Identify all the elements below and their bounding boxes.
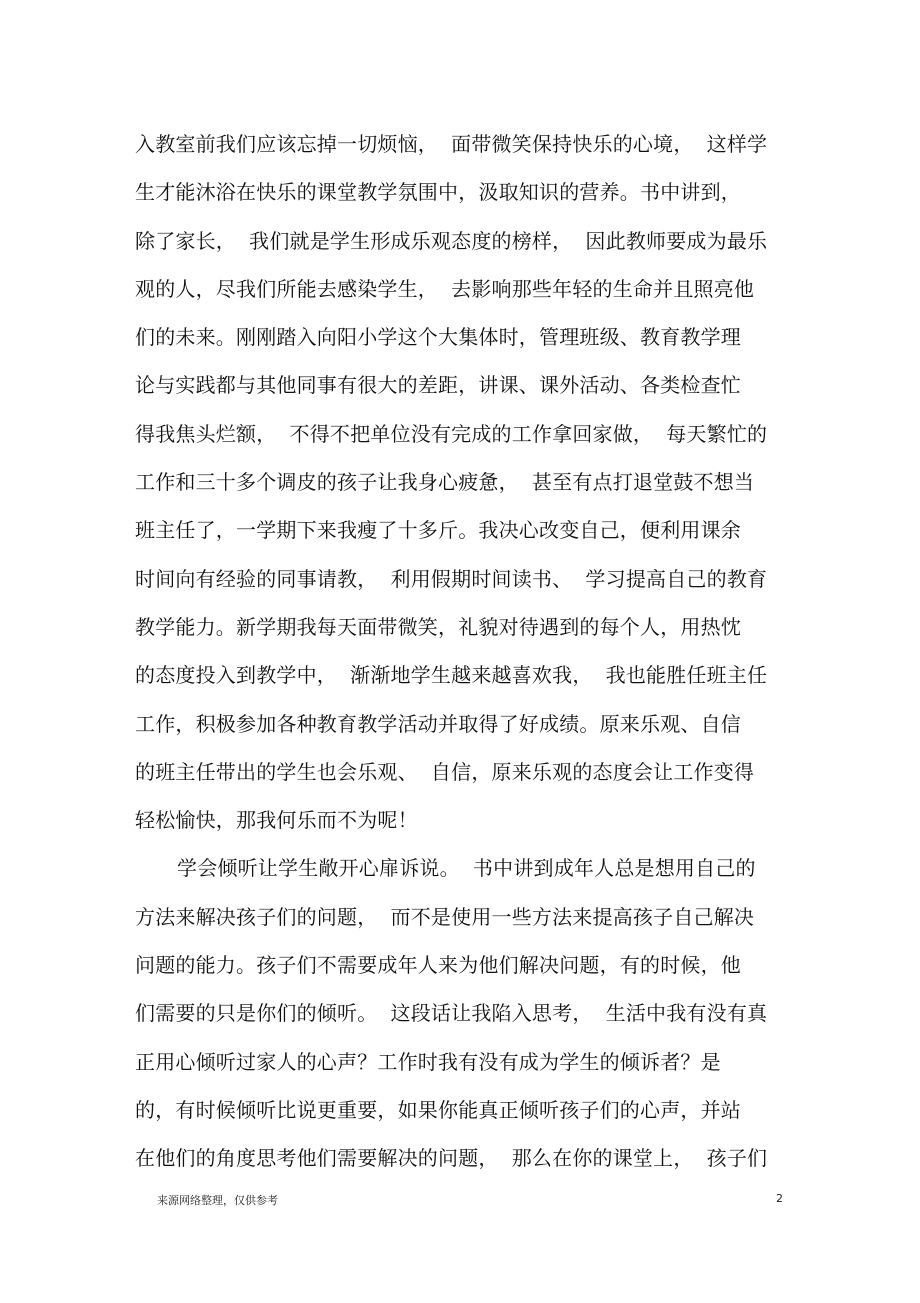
footer-source-note: 来源网络整理，仅供参考 bbox=[157, 1194, 278, 1207]
paragraph-2 bbox=[135, 844, 775, 1182]
text-line: 们需要的只是你们的倾听。 这段话让我陷入思考， 生活中我有没有真 bbox=[135, 1001, 768, 1026]
text-line: 方法来解决孩子们的问题， 而不是使用一些方法来提高孩子自己解决 bbox=[135, 904, 755, 929]
text-line: 正用心倾听过家人的心声？工作时我有没有成为学生的倾诉者？是 bbox=[135, 1049, 721, 1074]
text-line: 入教室前我们应该忘掉一切烦恼， 面带微笑保持快乐的心境， 这样学 bbox=[135, 132, 768, 156]
text-line: 的态度投入到教学中， 渐渐地学生越来越喜欢我， 我也能胜任班主任 bbox=[135, 663, 768, 688]
text-line: 轻松愉快，那我何乐而不为呢！ bbox=[135, 808, 418, 833]
text-line: 得我焦头烂额， 不得不把单位没有完成的工作拿回家做， 每天繁忙的 bbox=[135, 421, 768, 446]
text-line: 们的未来。刚刚踏入向阳小学这个大集体时，管理班级、教育教学理 bbox=[135, 325, 741, 350]
page-number: 2 bbox=[776, 1192, 783, 1205]
text-line: 学会倾听让学生敞开心扉诉说。 书中讲到成年人总是想用自己的 bbox=[177, 856, 756, 881]
text-line: 班主任了，一学期下来我瘦了十多斤。我决心改变自己，便利用课余 bbox=[135, 518, 741, 543]
text-line: 论与实践都与其他同事有很大的差距，讲课、课外活动、各类检查忙 bbox=[135, 373, 741, 398]
text-line: 工作，积极参加各种教育教学活动并取得了好成绩。原来乐观、自信 bbox=[135, 711, 741, 736]
text-line: 工作和三十多个调皮的孩子让我身心疲惫， 甚至有点打退堂鼓不想当 bbox=[135, 470, 755, 495]
text-line: 的，有时候倾听比说更重要，如果你能真正倾听孩子们的心声，并站 bbox=[135, 1097, 741, 1122]
text-line: 生才能沐浴在快乐的课堂教学氛围中，汲取知识的营养。书中讲到， bbox=[135, 180, 741, 205]
text-line: 时间向有经验的同事请教， 利用假期时间读书、 学习提高自己的教育 bbox=[135, 566, 768, 591]
text-line: 问题的能力。孩子们不需要成年人来为他们解决问题，有的时候，他 bbox=[135, 953, 741, 978]
text-line: 教学能力。新学期我每天面带微笑，礼貌对待遇到的每个人，用热忱 bbox=[135, 614, 741, 639]
text-line: 在他们的角度思考他们需要解决的问题， 那么在你的课堂上， 孩子们 bbox=[135, 1146, 768, 1171]
text-line: 的班主任带出的学生也会乐观、 自信，原来乐观的态度会让工作变得 bbox=[135, 759, 755, 784]
paragraph-1 bbox=[135, 120, 775, 844]
text-line: 除了家长， 我们就是学生形成乐观态度的榜样， 因此教师要成为最乐 bbox=[135, 228, 768, 253]
text-line: 观的人，尽我们所能去感染学生， 去影响那些年轻的生命并且照亮他 bbox=[135, 276, 755, 301]
body-text bbox=[135, 120, 775, 1183]
